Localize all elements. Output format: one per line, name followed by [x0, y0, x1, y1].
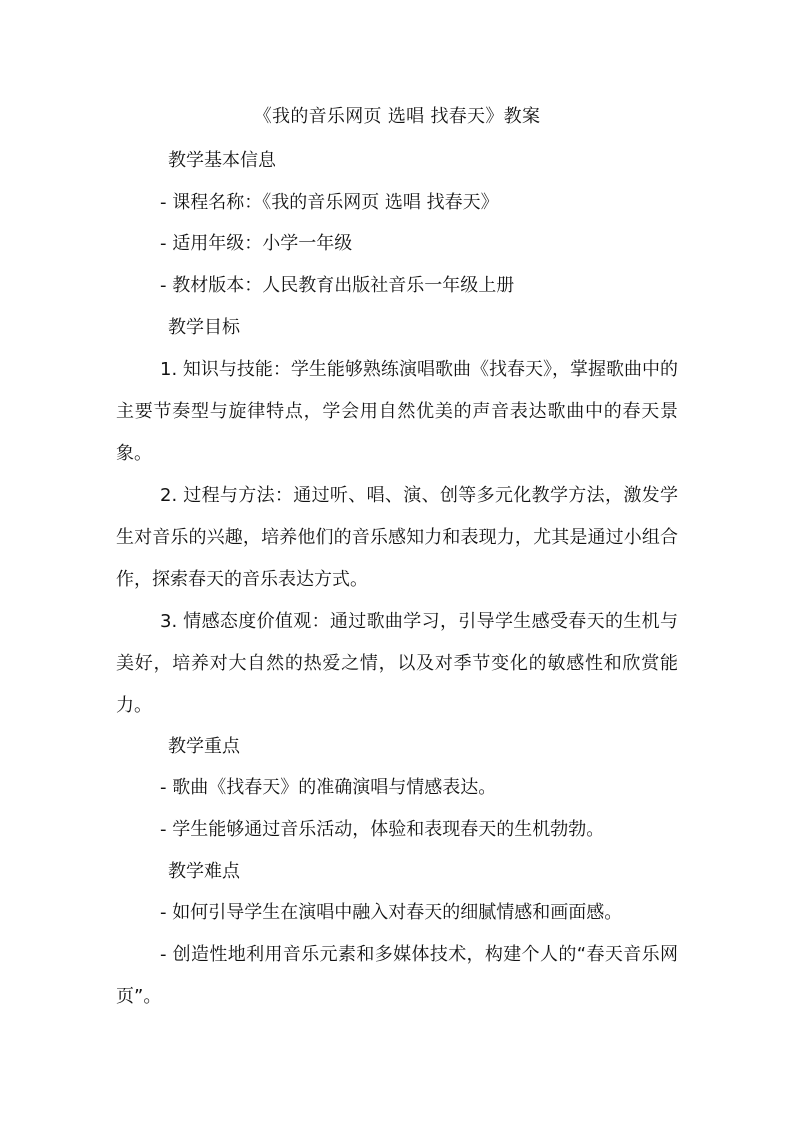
info-course-name: - 课程名称：《我的音乐网页 选唱 找春天》 [160, 192, 499, 213]
document-title: 《我的音乐网页 选唱 找春天》教案 [253, 106, 541, 127]
key-point-item: - 学生能够通过音乐活动，体验和表现春天的生机勃勃。 [160, 819, 605, 840]
section-heading-basic-info: 教学基本信息 [168, 150, 276, 171]
objective-process-methods: 2. 过程与方法：通过听、唱、演、创等多元化教学方法，激发学生对音乐的兴趣，培养他们的音乐感知力和表现力，尤其是通过小组合作，探索春天的音乐表达方式。 [116, 485, 678, 590]
section-heading-key-points: 教学重点 [168, 736, 240, 757]
difficulty-item: - 创造性地利用音乐元素和多媒体技术，构建个人的“春天音乐网页”。 [116, 944, 678, 1007]
info-textbook: - 教材版本：人民教育出版社音乐一年级上册 [160, 275, 515, 296]
difficulty-item: - 如何引导学生在演唱中融入对春天的细腻情感和画面感。 [160, 902, 623, 923]
objective-emotion-values: 3. 情感态度价值观：通过歌曲学习，引导学生感受春天的生机与美好，培养对大自然的热爱之情，以及对季节变化的敏感性和欣赏能力。 [116, 611, 678, 716]
key-point-item: - 歌曲《找春天》的准确演唱与情感表达。 [160, 777, 497, 798]
info-grade: - 适用年级：小学一年级 [160, 233, 353, 254]
section-heading-objectives: 教学目标 [168, 317, 240, 338]
section-heading-difficulties: 教学难点 [168, 861, 240, 882]
objective-knowledge-skills: 1. 知识与技能：学生能够熟练演唱歌曲《找春天》，掌握歌曲中的主要节奏型与旋律特点，学会用自然优美的声音表达歌曲中的春天景象。 [116, 359, 678, 464]
